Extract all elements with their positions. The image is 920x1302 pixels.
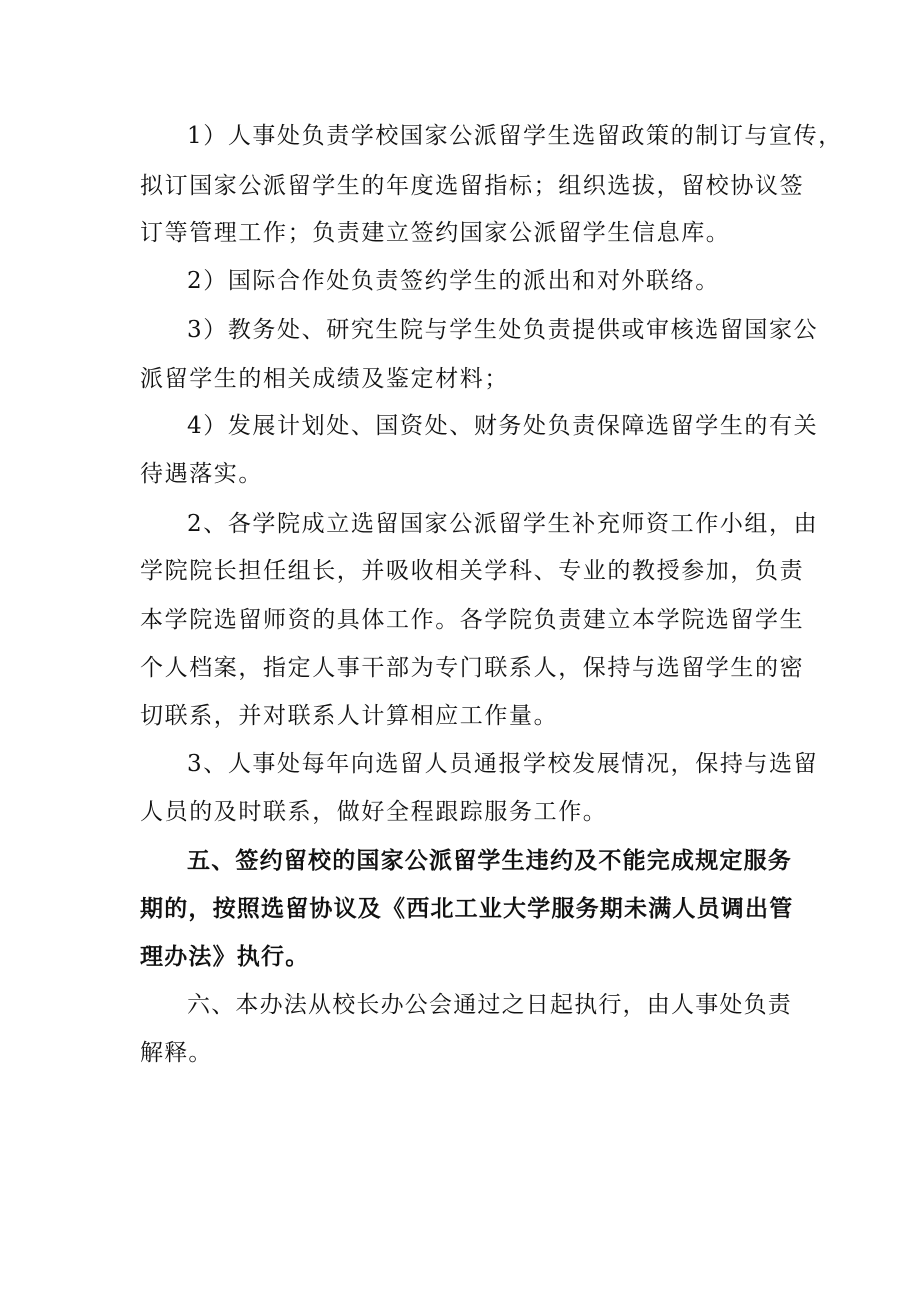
paragraph-1-line-1: 1）人事处负责学校国家公派留学生选留政策的制订与宣传， — [187, 123, 843, 149]
paragraph-1-line-3: 订等管理工作；负责建立签约国家公派留学生信息库。 — [140, 220, 731, 246]
paragraph-7-line-3: 理办法》执行。 — [140, 944, 310, 970]
paragraph-6-line-2: 人员的及时联系，做好全程跟踪服务工作。 — [140, 799, 608, 825]
paragraph-8-line-2: 解释。 — [140, 1040, 213, 1066]
paragraph-7-line-1: 五、签约留校的国家公派留学生违约及不能完成规定服务 — [187, 848, 792, 874]
paragraph-4-line-2: 待遇落实。 — [140, 461, 263, 487]
paragraph-7-line-2: 期的，按照选留协议及《西北工业大学服务期未满人员调出管 — [140, 896, 794, 922]
paragraph-4-line-1: 4）发展计划处、国资处、财务处负责保障选留学生的有关 — [187, 413, 819, 439]
paragraph-6-line-1: 3、人事处每年向选留人员通报学校发展情况，保持与选留 — [187, 751, 819, 777]
paragraph-5-line-3: 本学院选留师资的具体工作。各学院负责建立本学院选留学生 — [140, 607, 805, 633]
paragraph-5-line-2: 学院院长担任组长，并吸收相关学科、专业的教授参加，负责 — [140, 558, 805, 584]
paragraph-2-line-1: 2）国际合作处负责签约学生的派出和对外联络。 — [187, 268, 720, 294]
paragraph-1-line-2: 拟订国家公派留学生的年度选留指标；组织选拔，留校协议签 — [140, 173, 805, 199]
paragraph-8-line-1: 六、本办法从校长办公会通过之日起执行，由人事处负责 — [187, 992, 792, 1018]
paragraph-5-line-4: 个人档案，指定人事干部为专门联系人，保持与选留学生的密 — [140, 655, 805, 681]
paragraph-3-line-2: 派留学生的相关成绩及鉴定材料； — [140, 366, 509, 392]
paragraph-3-line-1: 3）教务处、研究生院与学生处负责提供或审核选留国家公 — [187, 317, 819, 343]
paragraph-5-line-5: 切联系，并对联系人计算相应工作量。 — [140, 703, 559, 729]
paragraph-5-line-1: 2、各学院成立选留国家公派留学生补充师资工作小组，由 — [187, 511, 819, 537]
